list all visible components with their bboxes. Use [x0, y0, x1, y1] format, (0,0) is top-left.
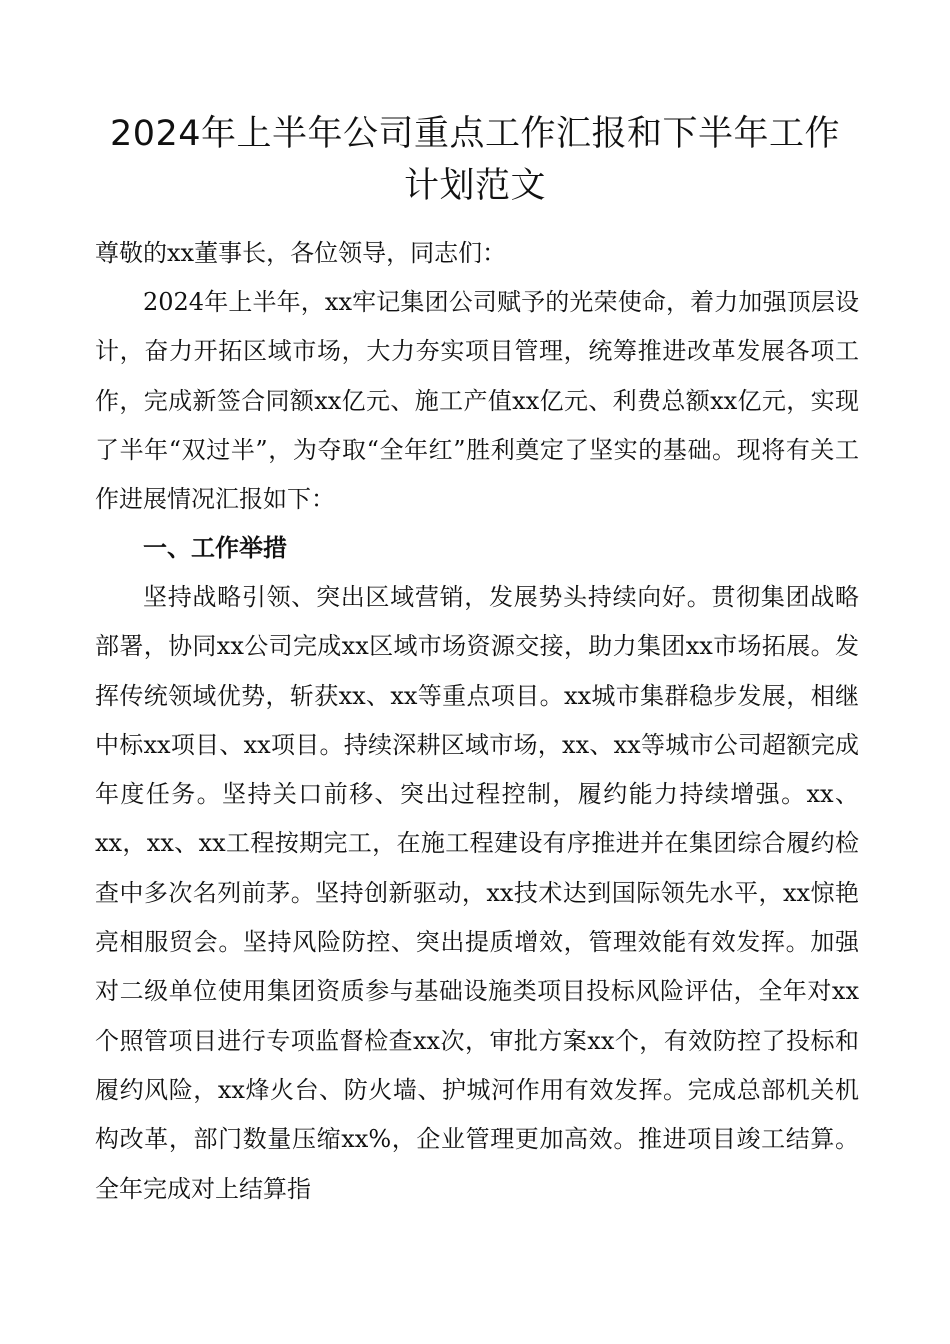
salutation: 尊敬的xx董事长，各位领导，同志们：	[95, 239, 507, 267]
section-heading: 一、工作举措	[143, 534, 287, 562]
intro-paragraph: 2024年上半年，xx牢记集团公司赋予的光荣使命，着力加强顶层设计，奋力开拓区域市场，大力夯实项目管理，统筹推进改革发展各项工作，完成新签合同额xx亿元、施工产值xx亿元、利费总额xx亿元，实现了半年“双过半”，为夺取“全年红”胜利奠定了坚实的基础。现将有关工作进展情况汇报如下：	[95, 288, 859, 514]
section-paragraph: 坚持战略引领、突出区域营销，发展势头持续向好。贯彻集团战略部署，协同xx公司完成xx区域市场资源交接，助力集团xx市场拓展。发挥传统领域优势，斩获xx、xx等重点项目。xx城市集群稳步发展，相继中标xx项目、xx项目。持续深耕区域市场，xx、xx等城市公司超额完成年度任务。坚持关口前移、突出过程控制，履约能力持续增强。xx、xx，xx、xx工程按期完工，在施工程建设有序推进并在集团综合履约检查中多次名列前茅。坚持创新驱动，xx技术达到国际领先水平，xx惊艳亮相服贸会。坚持风险防控、突出提质增效，管理效能有效发挥。加强对二级单位使用集团资质参与基础设施类项目投标风险评估，全年对xx个照管项目进行专项监督检查xx次，审批方案xx个，有效防控了投标和履约风险，xx烽火台、防火墙、护城河作用有效发挥。完成总部机关机构改革，部门数量压缩xx%，企业管理更加高效。推进项目竣工结算。全年完成对上结算指	[95, 583, 859, 1203]
document-title: 2024年上半年公司重点工作汇报和下半年工作计划范文	[109, 114, 841, 206]
